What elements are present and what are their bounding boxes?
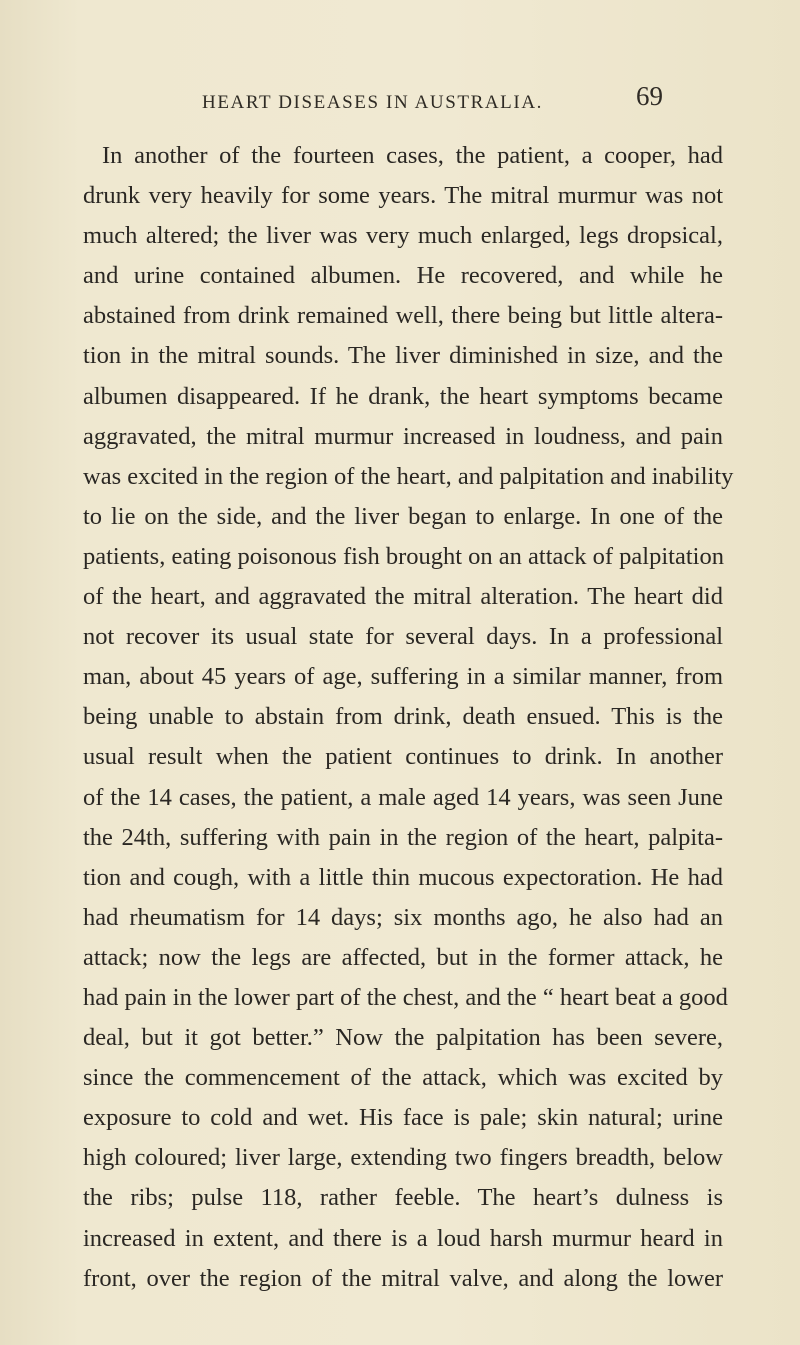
text-line: was excited in the region of the heart, and palpitation and inability: [83, 462, 734, 490]
text-line: usual result when the patient continues to drink. In another: [83, 743, 723, 771]
running-head: HEART DISEASES IN AUSTRALIA.: [202, 92, 543, 113]
text-line: abstained from drink remained well, there being but little altera-: [83, 302, 723, 330]
text-line: attack; now the legs are affected, but in the former attack, he: [83, 943, 723, 971]
text-line: albumen disappeared. If he drank, the heart symptoms became: [83, 382, 723, 410]
text-line: and urine contained albumen. He recovered, and while he: [83, 262, 723, 290]
text-line: of the heart, and aggravated the mitral alteration. The heart did: [83, 583, 723, 611]
text-line: the 24th, suffering with pain in the region of the heart, palpita-: [83, 823, 723, 851]
text-line: tion and cough, with a little thin mucous expectoration. He had: [83, 863, 723, 891]
page-number: 69: [636, 81, 663, 111]
text-line: deal, but it got better.” Now the palpitation has been severe,: [83, 1024, 723, 1052]
text-line: the ribs; pulse 118, rather feeble. The heart’s dulness is: [83, 1184, 723, 1212]
text-line: front, over the region of the mitral valve, and along the lower: [83, 1264, 723, 1292]
text-line: tion in the mitral sounds. The liver diminished in size, and the: [83, 342, 723, 370]
text-line: since the commencement of the attack, which was excited by: [83, 1064, 723, 1092]
text-line: of the 14 cases, the patient, a male aged 14 years, was seen June: [83, 783, 723, 811]
text-line: not recover its usual state for several days. In a professional: [83, 623, 723, 651]
text-line: had pain in the lower part of the chest, and the “ heart beat a good: [83, 983, 728, 1011]
text-line: exposure to cold and wet. His face is pale; skin natural; urine: [83, 1104, 723, 1132]
text-line: had rheumatism for 14 days; six months ago, he also had an: [83, 903, 723, 931]
body-paragraph: [83, 136, 734, 1299]
text-line: much altered; the liver was very much enlarged, legs dropsical,: [83, 222, 723, 250]
text-line: aggravated, the mitral murmur increased in loudness, and pain: [83, 422, 723, 450]
text-line: In another of the fourteen cases, the patient, a cooper, had: [102, 142, 723, 169]
text-line: patients, eating poisonous fish brought on an attack of palpitation: [83, 542, 724, 570]
text-line: man, about 45 years of age, suffering in a similar manner, from: [83, 663, 723, 691]
text-line: drunk very heavily for some years. The mitral murmur was not: [83, 182, 723, 210]
text-line: high coloured; liver large, extending two fingers breadth, below: [83, 1144, 723, 1172]
text-line: increased in extent, and there is a loud harsh murmur heard in: [83, 1224, 723, 1252]
text-line: to lie on the side, and the liver began to enlarge. In one of the: [83, 502, 723, 530]
text-line: being unable to abstain from drink, death ensued. This is the: [83, 703, 723, 731]
